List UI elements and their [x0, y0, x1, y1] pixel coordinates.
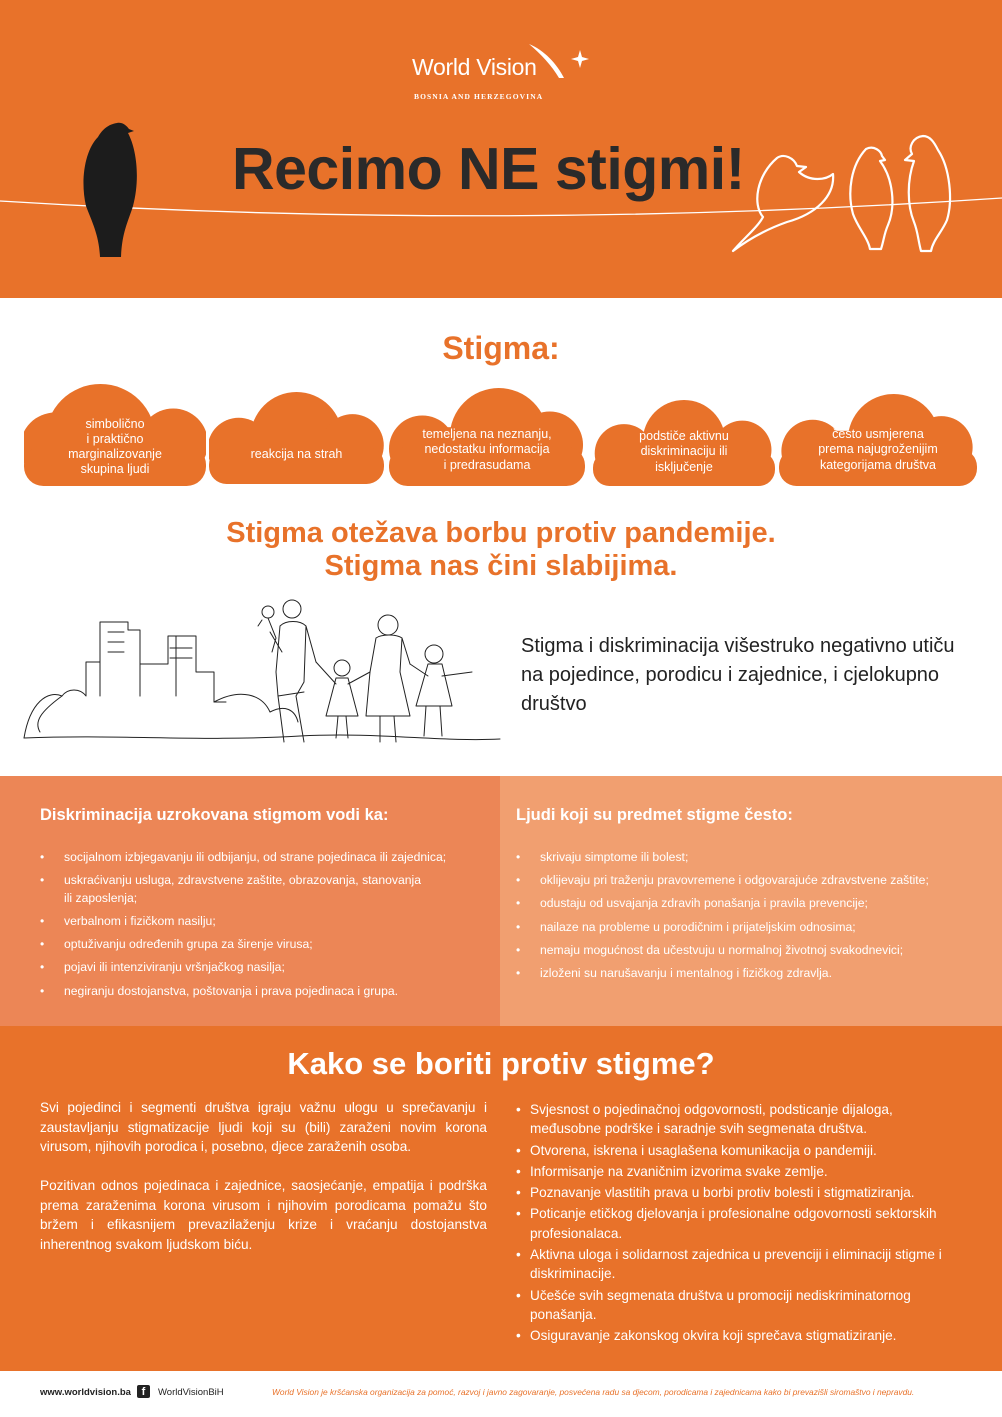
- cloud-label: često usmjerena prema najugroženijim kategorijama društva: [818, 427, 938, 472]
- cloud-label: simbolično i praktično marginalizovanje skupina ljudi: [68, 416, 162, 477]
- stigmatized-item: • oklijevaju pri traženju pravovremene i odgovarajuće zdravstvene zaštite;: [516, 872, 956, 890]
- stigma-cloud: [389, 388, 585, 486]
- cloud-text: [389, 420, 585, 480]
- fight-section: [0, 1026, 1002, 1371]
- discrimination-title: Diskriminacija uzrokovana stigmom vodi ka:: [40, 806, 389, 824]
- stigmatized-panel: [500, 776, 1002, 1026]
- world-vision-logo[interactable]: [412, 44, 592, 104]
- cloud-text: [24, 414, 206, 480]
- fight-item: • Aktivna uloga i solidarnost zajednica u prevenciji i eliminaciji stigme i diskriminacije.: [516, 1245, 956, 1284]
- stigmatized-item: • skrivaju simptome ili bolest;: [516, 849, 956, 867]
- white-bird-3-icon: [905, 136, 950, 251]
- cloud-label: reakcija na strah: [250, 447, 343, 462]
- discrimination-item: • optuživanju određenih grupa za širenje virusa;: [40, 936, 460, 954]
- slogan-line-2: Stigma nas čini slabijima.: [324, 549, 678, 582]
- mission-statement: World Vision je kršćanska organizacija za pomoć, razvoj i javno zagovaranje, posvećena radu sa djecom, porodicama i zajednicama kako bi prevazišli siromaštvo i nepravdu.: [272, 1387, 915, 1397]
- discrimination-item: • verbalnom i fizičkom nasilju;: [40, 913, 460, 931]
- fight-item: • Učešće svih segmenata društva u promociji nediskriminatornog ponašanja.: [516, 1286, 956, 1325]
- stigma-cloud: [209, 392, 384, 484]
- fight-item: • Poticanje etičkog djelovanja i profesionalne odgovornosti sektorskih profesionalaca.: [516, 1204, 956, 1243]
- cloud-label: temeljena na neznanju, nedostatku informacija i predrasudama: [422, 427, 552, 472]
- facebook-icon[interactable]: f: [137, 1385, 150, 1398]
- fight-title: Kako se boriti protiv stigme?: [287, 1046, 715, 1081]
- cloud-text: [779, 420, 977, 480]
- black-bird-icon: [83, 123, 136, 257]
- cloud-label: podstiče aktivnu diskriminaciju ili isključenje: [639, 429, 729, 474]
- stigma-cloud: [24, 384, 206, 486]
- fight-item: • Svjesnost o pojedinačnoj odgovornosti, podsticanje dijaloga, međusobne podrške i saradnje svih segmenata društva.: [516, 1100, 956, 1139]
- header-banner: [0, 0, 1002, 298]
- white-bird-1-icon: [733, 156, 833, 251]
- page-title: Recimo NE stigmi!: [232, 136, 745, 202]
- slogan-line-1: Stigma otežava borbu protiv pandemije.: [226, 517, 776, 549]
- discrimination-item: • socijalnom izbjegavanju ili odbijanju, od strane pojedinaca ili zajednica;: [40, 849, 460, 867]
- stigmatized-list: [516, 849, 956, 988]
- fight-list: [516, 1100, 956, 1348]
- fight-item: • Otvorena, iskrena i usaglašena komunikacija o pandemiji.: [516, 1141, 956, 1160]
- facebook-link[interactable]: WorldVisionBiH: [158, 1387, 224, 1398]
- white-bird-2-icon: [850, 148, 892, 249]
- stigmatized-item: • nailaze na probleme u porodičnim i prijateljskim odnosima;: [516, 919, 956, 937]
- stigma-cloud: [779, 394, 977, 486]
- cloud-text: [593, 424, 775, 480]
- stigmatized-item: • odustaju od usvajanja zdravih ponašanja i pravila prevencije;: [516, 895, 956, 913]
- discrimination-item: • negiranju dostojanstva, poštovanja i prava pojedinaca i grupa.: [40, 983, 460, 1001]
- fight-item: • Informisanje na zvaničnim izvorima svake zemlje.: [516, 1162, 956, 1181]
- fight-item: • Poznavanje vlastitih prava u borbi protiv bolesti i stigmatiziranja.: [516, 1183, 956, 1202]
- fight-paragraph-1: Svi pojedinci i segmenti društva igraju važnu ulogu u sprečavanju i zaustavljanju stigmatizacije ljudi koji su (bili) zaraženi novim korona virusom, njihovih porodica i, posebno, djece zaraženih osoba.: [40, 1100, 487, 1155]
- footer: [0, 1371, 1002, 1417]
- discrimination-list: [40, 849, 460, 1006]
- stigmatized-item: • izloženi su narušavanju i mentalnog i fizičkog zdravlja.: [516, 965, 956, 983]
- fight-paragraph-2: Pozitivan odnos pojedinaca i zajednice, saosjećanje, empatija i podrška prema zaraženima korona virusom i njihovim porodicama pomažu što bržem i efikasnijem prevazilaženju krize i vraćanju dostojanstva inherentnog svakom ljudskom biću.: [40, 1178, 487, 1253]
- discrimination-item: • pojavi ili intenziviranju vršnjačkog nasilja;: [40, 959, 460, 977]
- stigmatized-title: Ljudi koji su predmet stigme često:: [516, 806, 793, 824]
- slogan: [0, 517, 1002, 583]
- logo-subtitle: BOSNIA AND HERZEGOVINA: [414, 92, 544, 101]
- discrimination-item: • uskraćivanju usluga, zdravstvene zaštite, obrazovanja, stanovanja ili zaposlenja;: [40, 872, 460, 907]
- intro-text: Stigma i diskriminacija višestruko negativno utiču na pojedince, porodicu i zajednice, i cjelokupno društvo: [521, 635, 955, 715]
- discrimination-panel: [0, 776, 500, 1026]
- cloud-text: [209, 432, 384, 478]
- stigma-cloud: [593, 400, 775, 486]
- website-link[interactable]: www.worldvision.ba: [40, 1387, 131, 1398]
- family-city-illustration: [0, 592, 510, 752]
- fight-item: • Osiguravanje zakonskog okvira koji sprečava stigmatiziranje.: [516, 1326, 956, 1345]
- logo-name: World Vision: [412, 54, 537, 80]
- stigmatized-item: • nemaju mogućnost da učestvuju u normalnoj životnoj svakodnevici;: [516, 942, 956, 960]
- stigma-heading: Stigma:: [442, 330, 560, 366]
